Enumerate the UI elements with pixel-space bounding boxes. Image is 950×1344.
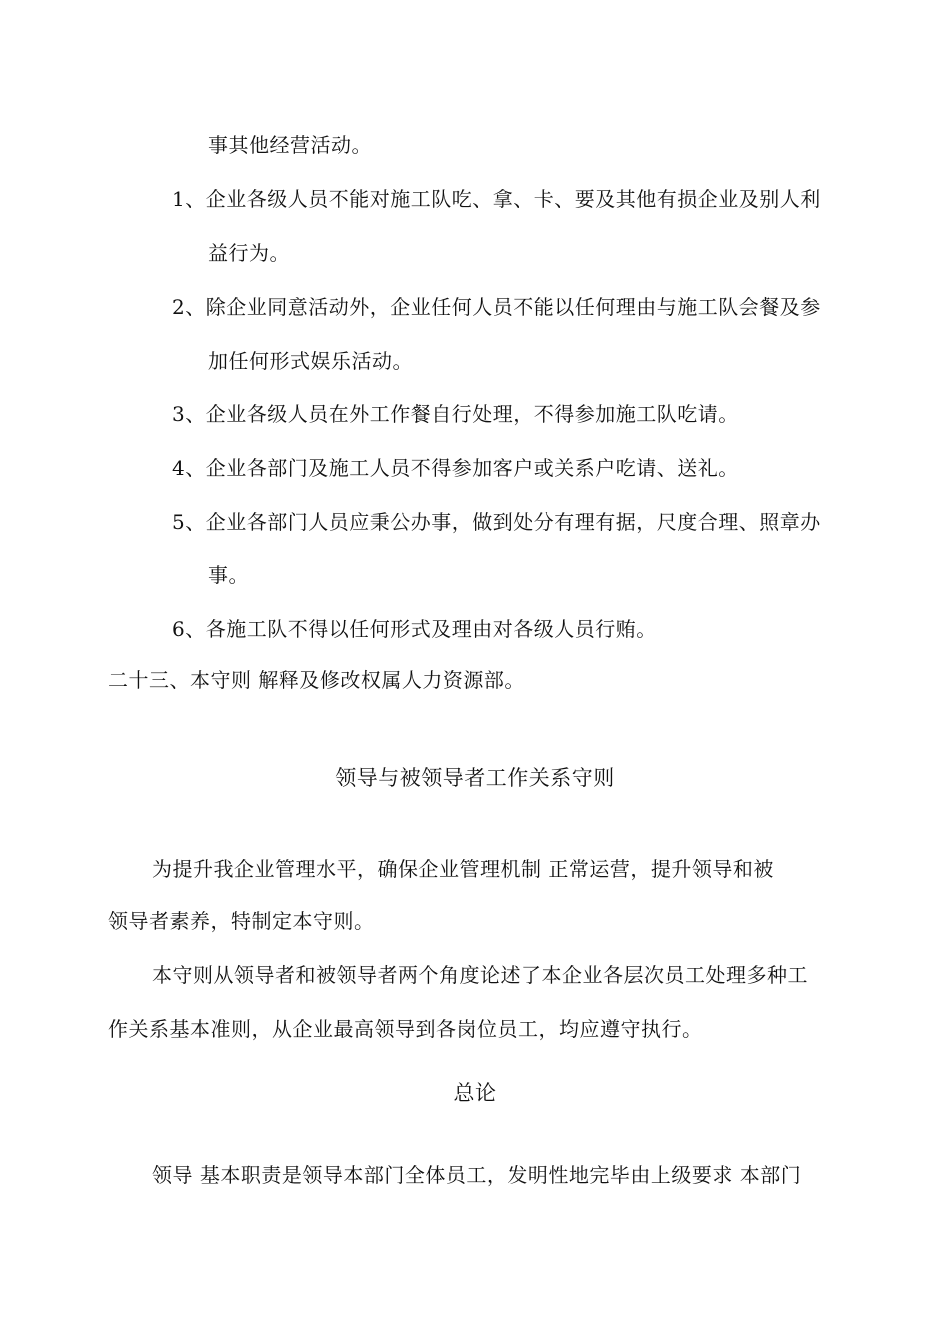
text-line: 事其他经营活动。 bbox=[208, 133, 372, 157]
paragraph-line: 为提升我企业管理水平，确保企业管理机制 正常运营，提升领导和被 bbox=[152, 857, 774, 881]
list-item: 1、企业各级人员不能对施工队吃、拿、卡、要及其他有损企业及别人利 bbox=[172, 187, 821, 211]
text-line: 益行为。 bbox=[208, 241, 290, 265]
list-item: 5、企业各部门人员应秉公办事，做到处分有理有据，尺度合理、照章办 bbox=[172, 510, 821, 534]
subsection-title: 总论 bbox=[453, 1081, 497, 1105]
section-title: 领导与被领导者工作关系守则 bbox=[335, 766, 615, 790]
list-item: 4、企业各部门及施工人员不得参加客户或关系户吃请、送礼。 bbox=[172, 456, 739, 480]
paragraph-line: 领导 基本职责是领导本部门全体员工，发明性地完毕由上级要求 本部门 bbox=[152, 1163, 802, 1187]
paragraph-line: 领导者素养，特制定本守则。 bbox=[108, 909, 375, 933]
paragraph-line: 本守则从领导者和被领导者两个角度论述了本企业各层次员工处理多种工 bbox=[152, 963, 808, 987]
text-line: 加任何形式娱乐活动。 bbox=[208, 349, 413, 373]
text-line: 事。 bbox=[208, 563, 249, 587]
list-item: 2、除企业同意活动外，企业任何人员不能以任何理由与施工队会餐及参 bbox=[172, 295, 821, 319]
clause-line: 二十三、本守则 解释及修改权属人力资源部。 bbox=[108, 668, 525, 692]
list-item: 3、企业各级人员在外工作餐自行处理，不得参加施工队吃请。 bbox=[172, 402, 739, 426]
paragraph-line: 作关系基本准则，从企业最高领导到各岗位员工，均应遵守执行。 bbox=[108, 1017, 703, 1041]
list-item: 6、各施工队不得以任何形式及理由对各级人员行贿。 bbox=[172, 617, 657, 641]
